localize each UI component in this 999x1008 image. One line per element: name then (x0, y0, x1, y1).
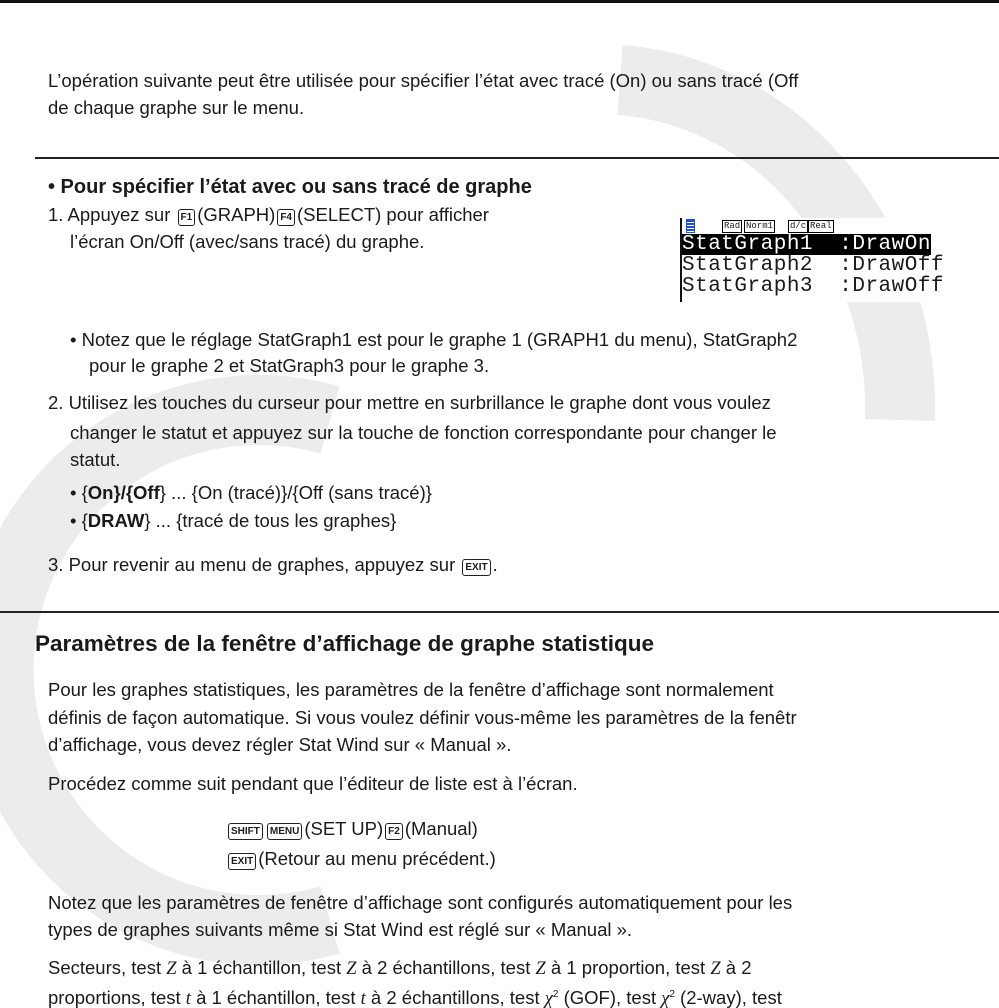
option-on-off (70, 482, 432, 504)
text: }/{ (113, 482, 134, 503)
text: (SELECT) pour afficher (297, 204, 489, 225)
note-line: • Notez que le réglage StatGraph1 est pour le graphe 1 (GRAPH1 du menu), StatGraph2 (70, 329, 798, 350)
text: (2-way), test (674, 987, 782, 1008)
f1-key-icon: F1 (178, 209, 196, 226)
angle-badge: Rad (724, 221, 741, 231)
var: t (360, 989, 366, 1008)
text: • { (70, 482, 88, 503)
screen-row (682, 276, 999, 297)
para-line (48, 957, 752, 980)
var: Z (710, 959, 721, 979)
screen-row (682, 255, 999, 276)
text: (Manual) (404, 818, 478, 839)
intro-line: L’opération suivante peut être utilisée pour spécifier l’état avec tracé (On) ou sans tracé (Off (48, 70, 799, 91)
step-1-cont: l’écran On/Off (avec/sans tracé) du graphe. (70, 231, 425, 252)
section-heading: • Pour spécifier l’état avec ou sans tracé de graphe (48, 176, 532, 198)
graph-name: StatGraph1 (682, 233, 814, 256)
var: χ (544, 989, 553, 1008)
text: à 2 (720, 957, 752, 978)
var: t (185, 989, 191, 1008)
text: } ... {On (tracé)}/{Off (sans tracé)} (159, 482, 432, 503)
graph-value: :DrawOff (839, 275, 945, 298)
graph-value: :DrawOff (839, 254, 945, 277)
var: Z (166, 959, 177, 979)
var: Z (535, 959, 546, 979)
var: χ (661, 989, 670, 1008)
note-line: pour le graphe 2 et StatGraph3 pour le graphe 3. (89, 355, 490, 376)
menu-key-icon: MENU (267, 823, 302, 840)
text: à 1 échantillon, test (176, 957, 347, 978)
text: . (492, 554, 498, 575)
graph-name: StatGraph2 (682, 254, 814, 277)
text: proportions, test (48, 987, 186, 1008)
f2-key-icon: F2 (385, 823, 403, 840)
draw-label: DRAW (87, 510, 145, 531)
para-line: Notez que les paramètres de fenêtre d’affichage sont configurés automatiquement pour les (48, 892, 793, 913)
text: à 2 échantillons, test (356, 957, 536, 978)
exit-key-icon: EXIT (462, 559, 490, 576)
graph-name: StatGraph3 (682, 275, 814, 298)
calculator-screen (680, 218, 999, 302)
screen-row (682, 234, 999, 255)
para-line: types de graphes suivants même si Stat Wind est réglé sur « Manual ». (48, 919, 633, 940)
text: à 2 échantillons, test (365, 987, 545, 1008)
status-bar (682, 218, 999, 234)
fraction-badge: d/c (790, 221, 807, 231)
f4-key-icon: F4 (277, 209, 295, 226)
step-1 (48, 204, 489, 226)
text: (SET UP) (304, 818, 384, 839)
text: 3. Pour revenir au menu de graphes, appuyez sur (48, 554, 456, 575)
mode-badge: Real (810, 221, 832, 231)
key-sequence (226, 818, 478, 840)
intro-line: de chaque graphe sur le menu. (48, 97, 305, 118)
on-label: On (87, 482, 114, 503)
step-2: 2. Utilisez les touches du curseur pour mettre en surbrillance le graphe dont vous voulez (48, 392, 771, 413)
battery-icon (686, 219, 695, 233)
off-label: Off (133, 482, 160, 503)
top-border (0, 0, 999, 3)
text: Secteurs, test (48, 957, 167, 978)
text: à 1 échantillon, test (190, 987, 361, 1008)
text: (Retour au menu précédent.) (258, 848, 496, 869)
text: 1. Appuyez sur (48, 204, 171, 225)
section-title: Paramètres de la fenêtre d’affichage de graphe statistique (35, 631, 654, 656)
shift-key-icon: SHIFT (228, 823, 263, 840)
divider (0, 611, 999, 613)
exponent: 2 (552, 989, 559, 1000)
para-line: définis de façon automatique. Si vous voulez définir vous-même les paramètres de la fenêtr (48, 707, 797, 728)
para-line: d’affichage, vous devez régler Stat Wind sur « Manual ». (48, 734, 512, 755)
text: à 1 proportion, test (545, 957, 711, 978)
divider (35, 157, 999, 159)
text: (GOF), test (558, 987, 662, 1008)
para-line (48, 984, 782, 1008)
key-sequence (226, 848, 496, 870)
option-draw (70, 510, 396, 532)
text: • { (70, 510, 88, 531)
step-3 (48, 554, 498, 576)
text: } ... {tracé de tous les graphes} (144, 510, 397, 531)
text: (GRAPH) (197, 204, 276, 225)
exit-key-icon: EXIT (228, 853, 256, 870)
graph-value: :DrawOn (839, 233, 931, 256)
para-line: Procédez comme suit pendant que l’éditeur de liste est à l’écran. (48, 773, 578, 794)
exponent: 2 (669, 989, 675, 1000)
step-2-cont: statut. (70, 449, 121, 470)
var: Z (346, 959, 357, 979)
para-line: Pour les graphes statistiques, les paramètres de la fenêtre d’affichage sont normalement (48, 679, 774, 700)
step-2-cont: changer le statut et appuyez sur la touche de fonction correspondante pour changer le (70, 422, 777, 443)
display-badge: Norm1 (746, 221, 774, 231)
